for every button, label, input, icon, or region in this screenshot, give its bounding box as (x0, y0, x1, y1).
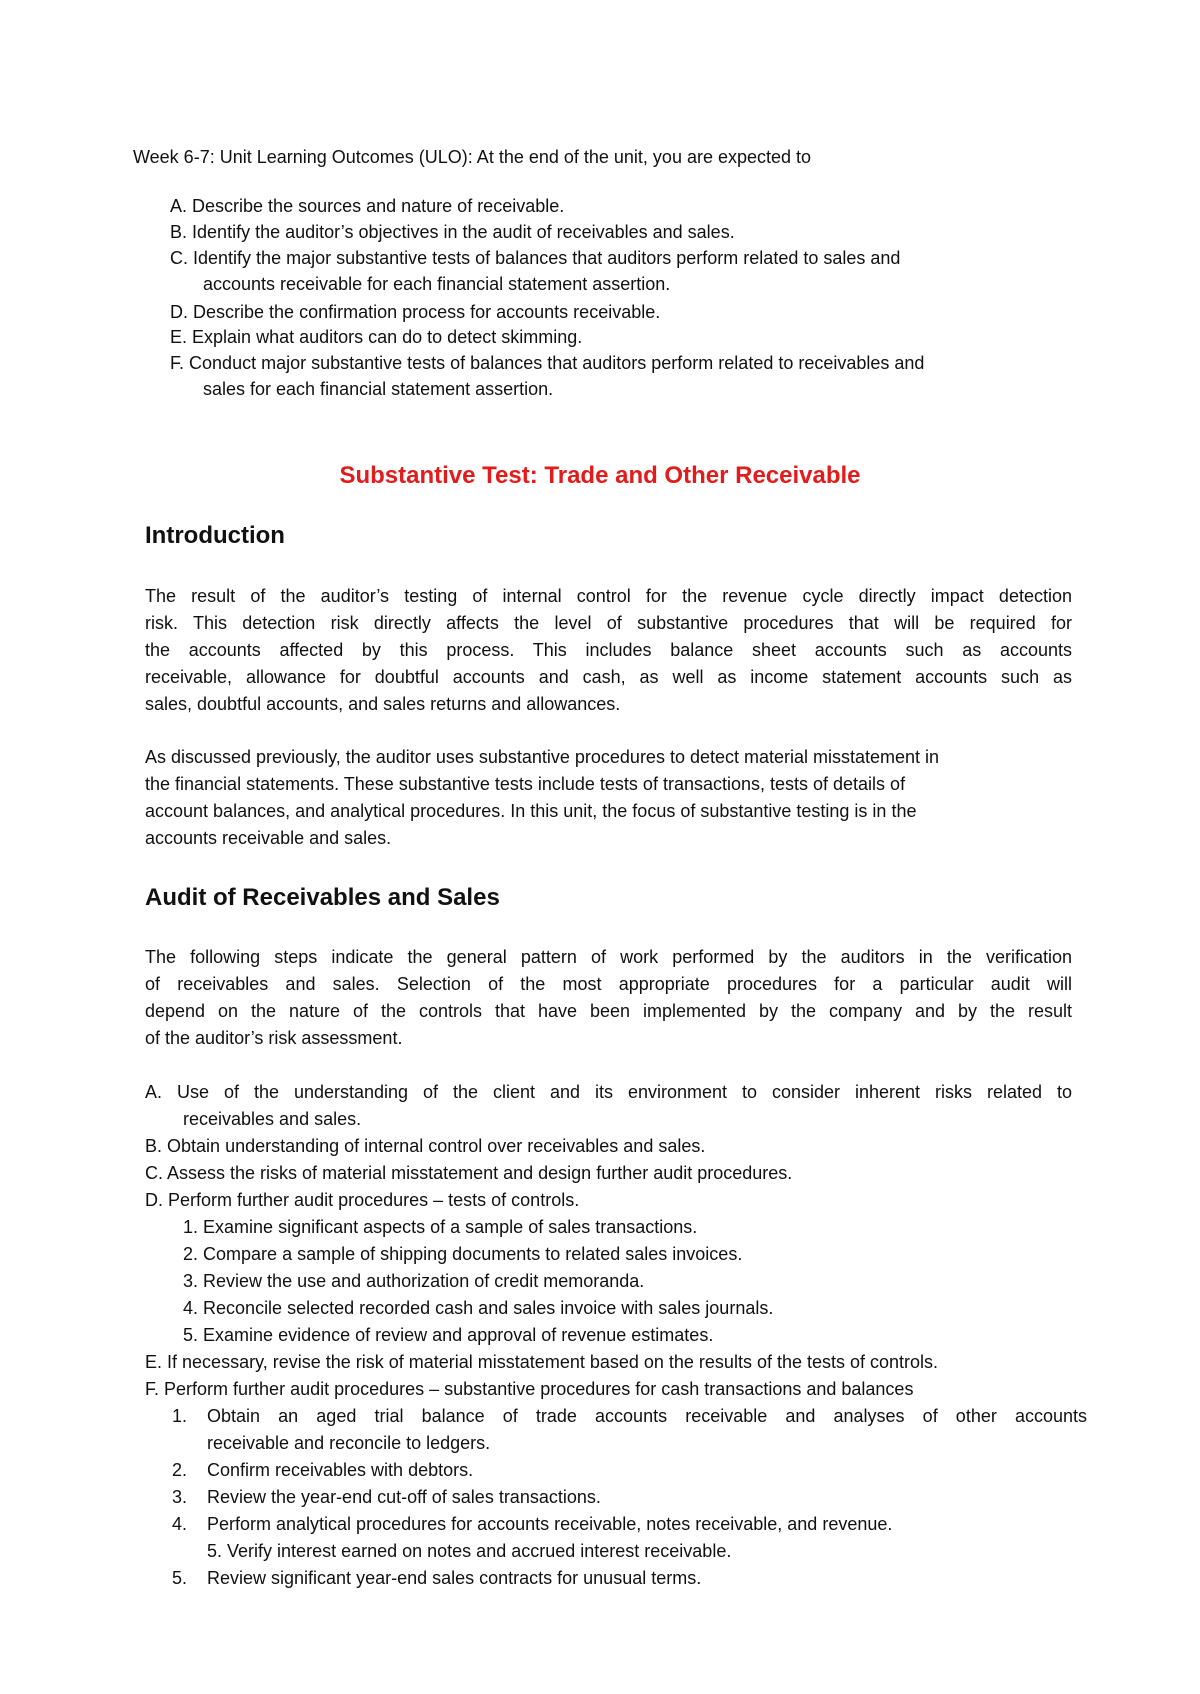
step-f-item-5a: 5. Verify interest earned on notes and accrued interest receivable. (207, 1541, 732, 1561)
audit-p1-line-4: of the auditor’s risk assessment. (145, 1028, 403, 1048)
intro-p1-line-3: the accounts affected by this process. This includes balance sheet accounts such as accounts (145, 640, 1072, 660)
step-f-item-2-label: 2. (172, 1460, 188, 1480)
intro-p1-line-4: receivable, allowance for doubtful accounts and cash, as well as income statement accounts such as (145, 667, 1072, 687)
document-title: Substantive Test: Trade and Other Receivable (339, 462, 861, 489)
step-d: D. Perform further audit procedures – tests of controls. (145, 1190, 580, 1210)
step-d-item-1: 1. Examine significant aspects of a sample of sales transactions. (183, 1217, 698, 1237)
unit-outcomes-header: Week 6-7: Unit Learning Outcomes (ULO): At the end of the unit, you are expected to (133, 147, 812, 167)
step-e: E. If necessary, revise the risk of material misstatement based on the results of the tests of controls. (145, 1352, 939, 1372)
outcome-a: A. Describe the sources and nature of receivable. (170, 196, 565, 216)
step-b: B. Obtain understanding of internal control over receivables and sales. (145, 1136, 706, 1156)
audit-p1-line-2: of receivables and sales. Selection of the most appropriate procedures for a particular audit will (145, 974, 1072, 994)
intro-p1-line-2: risk. This detection risk directly affects the level of substantive procedures that will be required for (145, 613, 1072, 633)
step-f-item-1-continued: receivable and reconcile to ledgers. (207, 1433, 491, 1453)
step-a-continued: receivables and sales. (183, 1109, 362, 1129)
intro-p1-line-5: sales, doubtful accounts, and sales returns and allowances. (145, 694, 621, 714)
outcome-b: B. Identify the auditor’s objectives in the audit of receivables and sales. (170, 222, 735, 242)
step-d-item-2: 2. Compare a sample of shipping documents to related sales invoices. (183, 1244, 743, 1264)
step-d-item-3: 3. Review the use and authorization of credit memoranda. (183, 1271, 645, 1291)
step-f-item-4-label: 4. (172, 1514, 188, 1534)
intro-p1-line-1: The result of the auditor’s testing of internal control for the revenue cycle directly impact detection (145, 586, 1072, 606)
outcome-f-continued: sales for each financial statement assertion. (203, 379, 554, 399)
step-c: C. Assess the risks of material misstatement and design further audit procedures. (145, 1163, 793, 1183)
audit-p1-line-3: depend on the nature of the controls that have been implemented by the company and by the result (145, 1001, 1072, 1021)
introduction-heading: Introduction (145, 522, 285, 549)
intro-p2-line-1: As discussed previously, the auditor uses substantive procedures to detect material misstatement in (145, 747, 940, 767)
outcome-d: D. Describe the confirmation process for accounts receivable. (170, 302, 661, 322)
intro-p2-line-4: accounts receivable and sales. (145, 828, 392, 848)
audit-p1-line-1: The following steps indicate the general pattern of work performed by the auditors in the verification (145, 947, 1072, 967)
step-d-item-4: 4. Reconcile selected recorded cash and sales invoice with sales journals. (183, 1298, 774, 1318)
step-f-item-5b: Review significant year-end sales contracts for unusual terms. (207, 1568, 702, 1588)
step-f-item-1: Obtain an aged trial balance of trade accounts receivable and analyses of other accounts (207, 1406, 1087, 1426)
intro-p2-line-3: account balances, and analytical procedures. In this unit, the focus of substantive testing is in the (145, 801, 917, 821)
outcome-f: F. Conduct major substantive tests of balances that auditors perform related to receivables and (170, 353, 925, 373)
outcome-c: C. Identify the major substantive tests of balances that auditors perform related to sales and (170, 248, 901, 268)
step-a: A. Use of the understanding of the client and its environment to consider inherent risks related to (145, 1082, 1072, 1102)
step-f-item-1-label: 1. (172, 1406, 188, 1426)
outcome-e: E. Explain what auditors can do to detect skimming. (170, 327, 583, 347)
outcome-c-continued: accounts receivable for each financial statement assertion. (203, 274, 671, 294)
step-f-item-3: Review the year-end cut-off of sales transactions. (207, 1487, 601, 1507)
step-f-item-5b-label: 5. (172, 1568, 188, 1588)
step-f-item-2: Confirm receivables with debtors. (207, 1460, 474, 1480)
step-d-item-5: 5. Examine evidence of review and approval of revenue estimates. (183, 1325, 714, 1345)
audit-heading: Audit of Receivables and Sales (145, 884, 500, 911)
intro-p2-line-2: the financial statements. These substantive tests include tests of transactions, tests of details of (145, 774, 906, 794)
step-f-item-4: Perform analytical procedures for accounts receivable, notes receivable, and revenue. (207, 1514, 893, 1534)
step-f-item-3-label: 3. (172, 1487, 188, 1507)
step-f: F. Perform further audit procedures – substantive procedures for cash transactions and balances (145, 1379, 914, 1399)
